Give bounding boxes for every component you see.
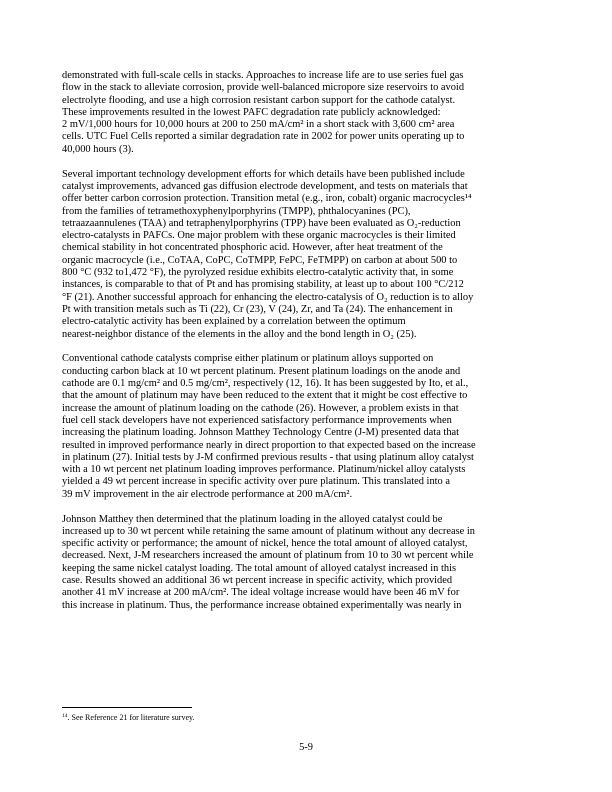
text-line: organic macrocycle (i.e., CoTAA, CoPC, CoTMPP, FePC, FeTMPP) on carbon at about 500 to <box>62 254 458 266</box>
text-line: chemical stability in hot concentrated phosphoric acid. However, after heat treatment of the <box>62 242 443 254</box>
text-line: These improvements resulted in the lowest PAFC degradation rate publicly acknowledged: <box>62 106 441 118</box>
paragraph-technology-efforts <box>62 169 547 341</box>
text-line: increase the amount of platinum loading on the cathode (26). However, a problem exists in that <box>62 402 459 414</box>
document-body <box>62 70 547 625</box>
text-line: flow in the stack to alleviate corrosion, provide well-balanced micropore size reservoirs to avoid <box>62 82 465 94</box>
text-line: case. Results showed an additional 36 wt percent increase in specific activity, which provided <box>62 575 453 587</box>
paragraph-pafc-life <box>62 70 547 156</box>
text-line: fuel cell stack developers have not experienced satisfactory performance improvements when <box>62 414 452 426</box>
text-line: instances, is comparable to that of Pt and has promising stability, at least up to about 100 °C/212 <box>62 279 464 291</box>
text-line: 800 °C (932 to1,472 °F), the pyrolyzed residue exhibits electro-catalytic activity that, in some <box>62 267 454 279</box>
page-number: 5-9 <box>299 742 313 753</box>
footnote-divider <box>62 707 192 708</box>
text-line: Pt with transition metals such as Ti (22), Cr (23), V (24), Zr, and Ta (24). The enhancement in <box>62 303 453 315</box>
text-line: yielded a 49 wt percent increase in specific activity over pure platinum. This translated into a <box>62 476 450 488</box>
text-line: specific activity or performance; the amount of nickel, hence the total amount of alloyed catalyst, <box>62 538 468 550</box>
text-line: keeping the same nickel catalyst loading. The total amount of alloyed catalyst increased in this <box>62 562 457 574</box>
text-line: 40,000 hours (3). <box>62 143 134 155</box>
text-line: from the families of tetramethoxyphenylporphyrins (TMPP), phthalocyanines (PC), <box>62 205 411 217</box>
text-line: electro-catalytic activity has been explained by a correlation between the optimum <box>62 316 406 328</box>
text-line: increasing the platinum loading. Johnson Matthey Technology Centre (J-M) presented data that <box>62 427 460 439</box>
text-line: that the amount of platinum may have been reduced to the extent that it might be cost effective to <box>62 390 468 402</box>
text-line: conducting carbon black at 10 wt percent platinum. Present platinum loadings on the anode and <box>62 365 461 377</box>
text-line: with a 10 wt percent net platinum loading improves performance. Platinum/nickel alloy catalysts <box>62 464 466 476</box>
text-line: this increase in platinum. Thus, the performance increase obtained experimentally was nearly in <box>62 599 462 611</box>
text-line: catalyst improvements, advanced gas diffusion electrode development, and tests on materials that <box>62 180 468 192</box>
text-line: in platinum (27). Initial tests by J-M confirmed previous results - that using platinum alloy catalyst <box>62 451 474 463</box>
text-line: another 41 mV increase at 200 mA/cm². The ideal voltage increase would have been 46 mV for <box>62 587 460 599</box>
text-line: increased up to 30 wt percent while retaining the same amount of platinum without any decrease in <box>62 525 476 537</box>
paragraph-cathode-catalysts <box>62 353 547 501</box>
footnote-marker: 14 <box>62 713 68 719</box>
text-line: Johnson Matthey then determined that the platinum loading in the alloyed catalyst could be <box>62 513 443 525</box>
text-line: electro-catalysts in PAFCs. One major problem with these organic macrocycles is their limited <box>62 230 456 242</box>
text-line: 2 mV/1,000 hours for 10,000 hours at 200 to 250 mA/cm² in a short stack with 3,600 cm² area <box>62 119 455 131</box>
text-line: electrolyte flooding, and use a high corrosion resistant carbon support for the cathode catalyst. <box>62 94 456 106</box>
text-line: demonstrated with full-scale cells in stacks. Approaches to increase life are to use series fuel gas <box>62 70 464 81</box>
text-line: offer better carbon corrosion protection. Transition metal (e.g., iron, cobalt) organic macrocycles¹⁴ <box>62 193 472 205</box>
paragraph-johnson-matthey <box>62 514 547 612</box>
text-line: cathode are 0.1 mg/cm² and 0.5 mg/cm², respectively (12, 16). It has been suggested by Ito, et al., <box>62 378 469 390</box>
text-line: cells. UTC Fuel Cells reported a similar degradation rate in 2002 for power units operating up to <box>62 131 465 143</box>
footnote-text: . See Reference 21 for literature survey. <box>67 713 195 722</box>
text-line: nearest-neighbor distance of the elements in the alloy and the bond length in O₂ (25). <box>62 328 417 340</box>
text-line: tetraazaannulenes (TAA) and tetraphenylporphyrins (TPP) have been evaluated as O₂-reduction <box>62 217 461 229</box>
text-line: resulted in improved performance nearly in direct proportion to that expected based on the increase <box>62 439 476 451</box>
text-line: Conventional cathode catalysts comprise either platinum or platinum alloys supported on <box>62 353 434 365</box>
text-line: Several important technology development efforts for which details have been published include <box>62 168 465 180</box>
text-line: decreased. Next, J-M researchers increased the amount of platinum from 10 to 30 wt percent while <box>62 550 474 562</box>
footnote <box>62 713 194 723</box>
text-line: 39 mV improvement in the air electrode performance at 200 mA/cm². <box>62 488 353 500</box>
text-line: °F (21). Another successful approach for enhancing the electro-catalysis of O₂ reduction is to alloy <box>62 291 474 303</box>
